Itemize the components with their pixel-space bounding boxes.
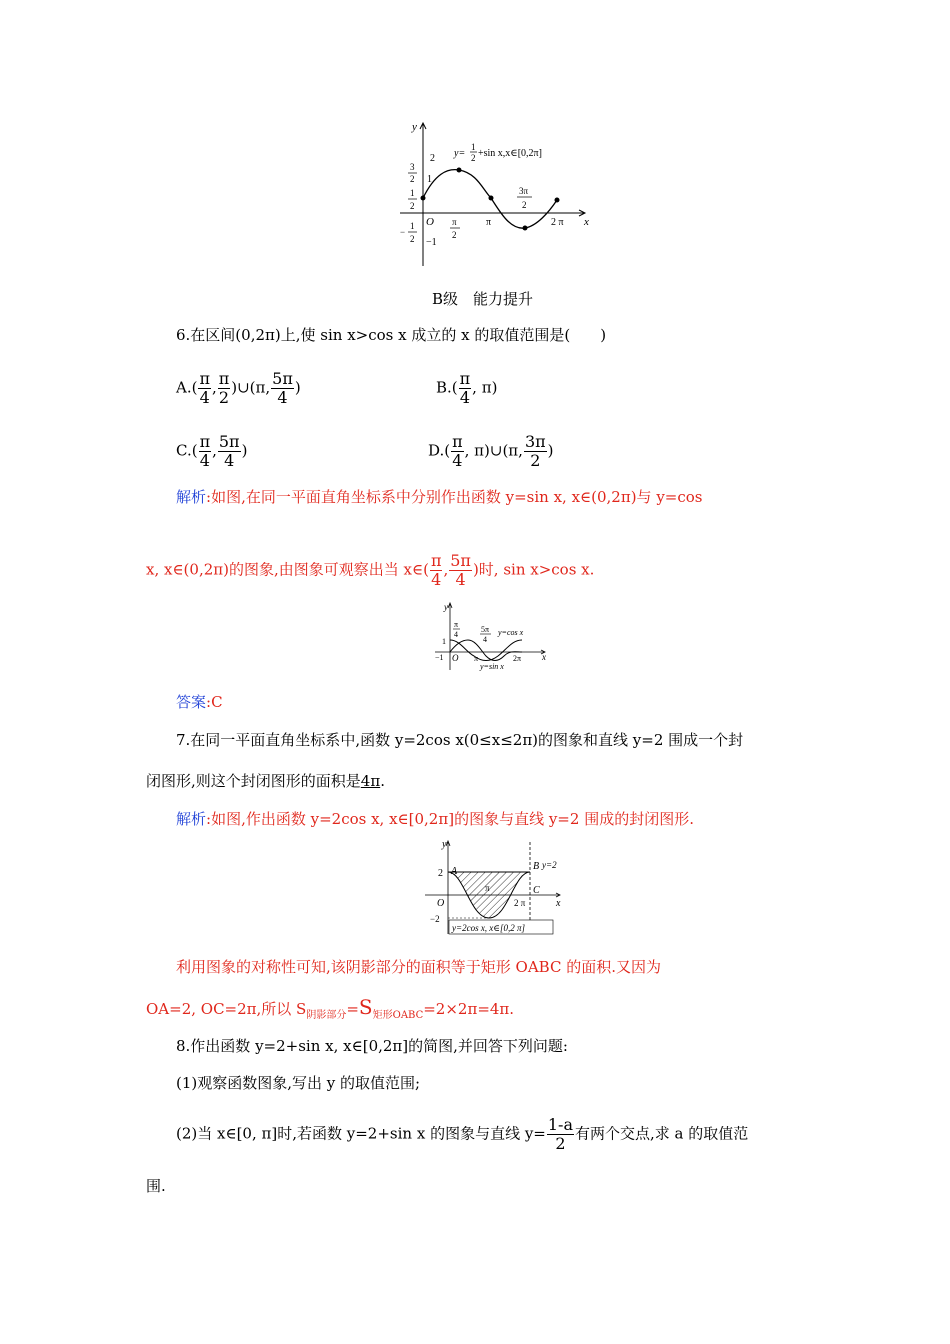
q6-analysis: 解析:如图,在同一平面直角坐标系中分别作出函数 y=sin x, x∈(0,2π)与 y=cos	[176, 488, 703, 506]
svg-text:2: 2	[452, 230, 457, 240]
svg-text:2: 2	[471, 153, 476, 163]
q6-option-d: D.( $\frac{\pi}{4}$ , π)∪(π, $\frac{3\pi}{2}$ )	[428, 432, 554, 470]
curve-point	[489, 196, 494, 201]
equation-label: y=	[454, 148, 466, 159]
y-axis-label: y	[412, 121, 417, 133]
svg-text:4: 4	[454, 630, 458, 639]
origin-label: O	[426, 216, 434, 228]
svg-text:2π: 2π	[513, 654, 522, 663]
q8-stem: 8.作出函数 y=2+sin x, x∈[0,2π]的简图,并回答下列问题:	[176, 1037, 568, 1055]
svg-text:1: 1	[410, 188, 415, 198]
svg-text:O: O	[452, 653, 459, 663]
svg-text:y=cos x: y=cos x	[498, 628, 524, 637]
q7-answer: 4π	[360, 772, 381, 790]
shaded-region-figure	[420, 838, 570, 936]
svg-text:C: C	[533, 885, 540, 896]
q7-analysis: 解析:如图,作出函数 y=2cos x, x∈[0,2π]的图象与直线 y=2 围成的封闭图形.	[176, 810, 694, 828]
svg-text:2: 2	[438, 868, 443, 879]
svg-text:x: x	[542, 652, 546, 662]
x-axis-label: x	[584, 216, 589, 228]
svg-text:5π: 5π	[481, 625, 490, 634]
svg-text:3: 3	[410, 162, 415, 172]
svg-text:O: O	[437, 898, 445, 909]
q7-stem-cont: 闭图形,则这个封闭图形的面积是4π.	[146, 772, 385, 790]
curve-point	[555, 198, 560, 203]
svg-text:A: A	[451, 866, 458, 877]
svg-text:−2: −2	[430, 914, 440, 924]
svg-text:−1: −1	[435, 653, 444, 662]
svg-text:+sin x,x∈[0,2π]: +sin x,x∈[0,2π]	[478, 148, 542, 159]
curve-point	[457, 168, 462, 173]
q8-part1: (1)观察函数图象,写出 y 的取值范围;	[176, 1074, 421, 1092]
q6-option-b: B.( $\frac{\pi}{4}$ , π)	[436, 369, 498, 407]
svg-text:y: y	[444, 602, 448, 612]
svg-text:1: 1	[471, 142, 476, 152]
svg-text:x: x	[556, 898, 561, 909]
svg-text:y=2: y=2	[542, 860, 557, 870]
svg-text:−1: −1	[426, 237, 437, 248]
svg-text:2: 2	[410, 201, 415, 211]
svg-text:y=sin x: y=sin x	[480, 662, 504, 671]
sin-cos-graph-figure	[430, 600, 550, 672]
q6-answer: 答案:C	[176, 693, 223, 711]
q7-conclusion-cont: OA=2, OC=2π,所以 $S_{阴影部分}=S_{矩形OABC}=2\times 2\pi=4\pi$.	[146, 995, 515, 1021]
svg-text:1: 1	[442, 637, 446, 646]
q6-analysis-cont: x, x∈(0,2π)的图象,由图象可观察出当 x∈( $\frac{\pi}{4}$ , $\frac{5\pi}{4}$ )时, sin x>cos x.	[146, 551, 595, 589]
svg-text:π: π	[474, 654, 479, 663]
q7-conclusion: 利用图象的对称性可知,该阴影部分的面积等于矩形 OABC 的面积.又因为	[176, 958, 661, 976]
svg-text:3π: 3π	[519, 186, 529, 196]
svg-text:2 π: 2 π	[551, 217, 564, 228]
q7-stem: 7.在同一平面直角坐标系中,函数 y=2cos x(0≤x≤2π)的图象和直线 y=2 围成一个封	[176, 731, 744, 749]
svg-text:B: B	[533, 861, 540, 872]
q6-option-a: A.( $\frac{\pi}{4}$ , $\frac{\pi}{2}$ )∪(π, $\frac{5\pi}{4}$ )	[176, 369, 301, 407]
svg-text:−: −	[400, 227, 406, 237]
svg-text:y: y	[442, 839, 447, 850]
sine-graph-figure	[395, 118, 605, 268]
svg-text:2 π: 2 π	[514, 898, 526, 908]
svg-text:2: 2	[522, 200, 527, 210]
q8-part2-cont: 围.	[146, 1177, 166, 1195]
svg-text:π: π	[485, 883, 490, 893]
svg-text:1: 1	[410, 221, 415, 231]
q6-option-c: C.( $\frac{\pi}{4}$ , $\frac{5\pi}{4}$ )	[176, 432, 248, 470]
q8-part2: (2)当 x∈[0, π]时,若函数 y=2+sin x 的图象与直线 y= $\frac{1-a}{2}$ 有两个交点,求 a 的取值范	[176, 1115, 749, 1153]
svg-text:2: 2	[410, 174, 415, 184]
svg-text:π: π	[486, 217, 492, 228]
svg-text:y=2cos x, x∈[0,2 π]: y=2cos x, x∈[0,2 π]	[452, 923, 525, 933]
svg-text:4: 4	[483, 635, 487, 644]
svg-text:π: π	[452, 217, 457, 227]
svg-text:1: 1	[427, 174, 432, 185]
section-title: B级 能力提升	[432, 290, 534, 308]
curve-point	[421, 196, 426, 201]
q6-stem: 6.在区间(0,2π)上,使 sin x>cos x 成立的 x 的取值范围是( )	[176, 326, 607, 344]
curve-point	[523, 226, 528, 231]
svg-text:π: π	[454, 620, 459, 629]
svg-text:2: 2	[430, 153, 435, 164]
svg-text:2: 2	[410, 234, 415, 244]
